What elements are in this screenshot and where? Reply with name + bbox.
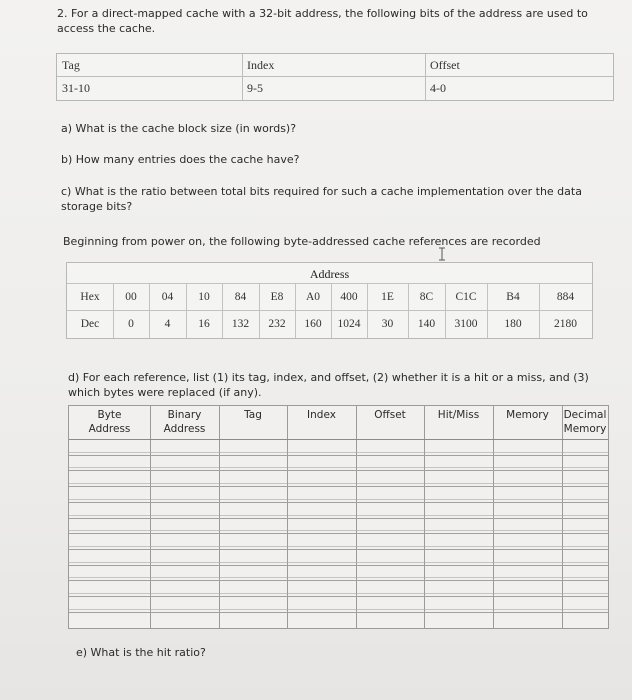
part-a: a) What is the cache block size (in words)? [61, 122, 297, 135]
grid-header-line1: Hit/Miss [437, 409, 480, 421]
grid-header-line2: Memory [563, 423, 607, 435]
grid-hline [69, 486, 608, 487]
grid-hline [69, 612, 608, 613]
dec-cell: 0 [128, 318, 134, 330]
part-c-line1: c) What is the ratio between total bits required for such a cache implementation over the data [61, 185, 582, 198]
address-table-vline [539, 283, 540, 338]
address-table-vline [259, 283, 260, 338]
address-table-vline [367, 283, 368, 338]
index-range: 9-5 [247, 81, 263, 95]
part-d [68, 370, 608, 400]
grid-header-line1: Tag [244, 409, 262, 421]
offset-header: Offset [430, 58, 460, 72]
address-table-vline [149, 283, 150, 338]
grid-hline [69, 515, 608, 516]
grid-header-line1: Memory [506, 409, 549, 421]
part-e: e) What is the hit ratio? [76, 646, 206, 659]
grid-hline [69, 562, 608, 563]
hex-cell: A0 [305, 291, 321, 303]
hex-cell: C1C [455, 291, 477, 303]
address-table-vline [222, 283, 223, 338]
address-table-vline [331, 283, 332, 338]
grid-header-line1: Byte [97, 409, 122, 421]
grid-hline [69, 596, 608, 597]
hex-row [67, 284, 592, 310]
dec-cell: 232 [268, 318, 286, 330]
part-c-line2: storage bits? [61, 200, 133, 213]
hex-cell: 1E [381, 291, 394, 303]
grid-hline [69, 593, 608, 594]
dec-cell: 1024 [337, 318, 361, 330]
address-table-vline [295, 283, 296, 338]
dec-cell: 30 [381, 318, 394, 330]
grid-header-cell [69, 408, 150, 436]
grid-hline [69, 577, 608, 578]
grid-hline [69, 580, 608, 581]
grid-hline [69, 609, 608, 610]
grid-header-cell [219, 408, 287, 422]
part-c [61, 184, 621, 214]
grid-header-line2: Address [88, 423, 131, 435]
grid-header-line1: Index [307, 409, 336, 421]
dec-cell: 132 [231, 318, 250, 330]
hex-label: Hex [80, 291, 100, 303]
hex-cell: 400 [340, 291, 358, 303]
grid-hline [69, 467, 608, 468]
grid-hline [69, 452, 608, 453]
grid-hline [69, 518, 608, 519]
offset-range: 4-0 [430, 81, 446, 95]
grid-header-cell [424, 408, 493, 422]
tag-range: 31-10 [62, 81, 90, 95]
offset-column [425, 54, 611, 100]
dec-cell: 16 [198, 318, 210, 330]
hex-cell: B4 [506, 291, 520, 303]
grid-header-cell [562, 408, 608, 436]
question-title-line2: access the cache. [57, 22, 156, 35]
question-title [57, 6, 617, 36]
grid-header-line2: Address [163, 423, 206, 435]
dec-cell: 2180 [554, 318, 577, 330]
address-table [66, 262, 593, 339]
dec-label: Dec [80, 318, 100, 330]
dec-row [67, 311, 592, 337]
hex-cell: 10 [198, 291, 210, 303]
hex-cell: 8C [419, 291, 434, 303]
grid-hline [69, 483, 608, 484]
grid-header-line1: Binary [167, 409, 202, 421]
dec-cell: 160 [304, 318, 322, 330]
address-table-vline [408, 283, 409, 338]
part-d-line1: d) For each reference, list (1) its tag, index, and offset, (2) whether it is a hit or a miss, and (3) [68, 371, 589, 384]
tag-column [57, 54, 243, 100]
text-cursor-icon [437, 247, 447, 261]
address-table-vline [113, 283, 114, 338]
grid-hline [69, 533, 608, 534]
grid-header-line1: Decimal [563, 409, 607, 421]
index-column [242, 54, 426, 100]
address-table-header: Address [309, 267, 350, 281]
grid-header-cell [493, 408, 562, 422]
grid-hline [69, 565, 608, 566]
grid-hline [69, 549, 608, 550]
grid-hline [69, 546, 608, 547]
hex-cell: 04 [161, 291, 174, 303]
grid-header-cell [356, 408, 424, 422]
hex-cell: 00 [125, 291, 137, 303]
grid-header-cell [287, 408, 356, 422]
answer-grid [68, 405, 609, 629]
index-header: Index [247, 58, 275, 72]
grid-hline [69, 470, 608, 471]
grid-header-line1: Offset [374, 409, 406, 421]
part-d-line2: which bytes were replaced (if any). [68, 386, 262, 399]
dec-cell: 3100 [454, 318, 478, 330]
part-b: b) How many entries does the cache have? [61, 153, 300, 166]
dec-cell: 180 [504, 318, 522, 330]
grid-hline [69, 439, 608, 440]
address-table-vline [487, 283, 488, 338]
grid-hline [69, 502, 608, 503]
address-table-vline [445, 283, 446, 338]
hex-cell: 884 [556, 291, 575, 303]
dec-cell: 140 [417, 318, 436, 330]
dec-cell: 4 [164, 318, 171, 330]
grid-hline [69, 499, 608, 500]
hex-cell: E8 [270, 291, 284, 303]
grid-hline [69, 530, 608, 531]
references-intro: Beginning from power on, the following byte-addressed cache references are recorded [63, 235, 541, 248]
tag-header: Tag [62, 58, 80, 72]
address-table-vline [186, 283, 187, 338]
address-bits-table [56, 53, 614, 101]
question-title-line1: 2. For a direct-mapped cache with a 32-bit address, the following bits of the address are used to [57, 7, 588, 20]
hex-cell: 84 [234, 291, 247, 303]
grid-hline [69, 455, 608, 456]
grid-header-cell [150, 408, 219, 436]
